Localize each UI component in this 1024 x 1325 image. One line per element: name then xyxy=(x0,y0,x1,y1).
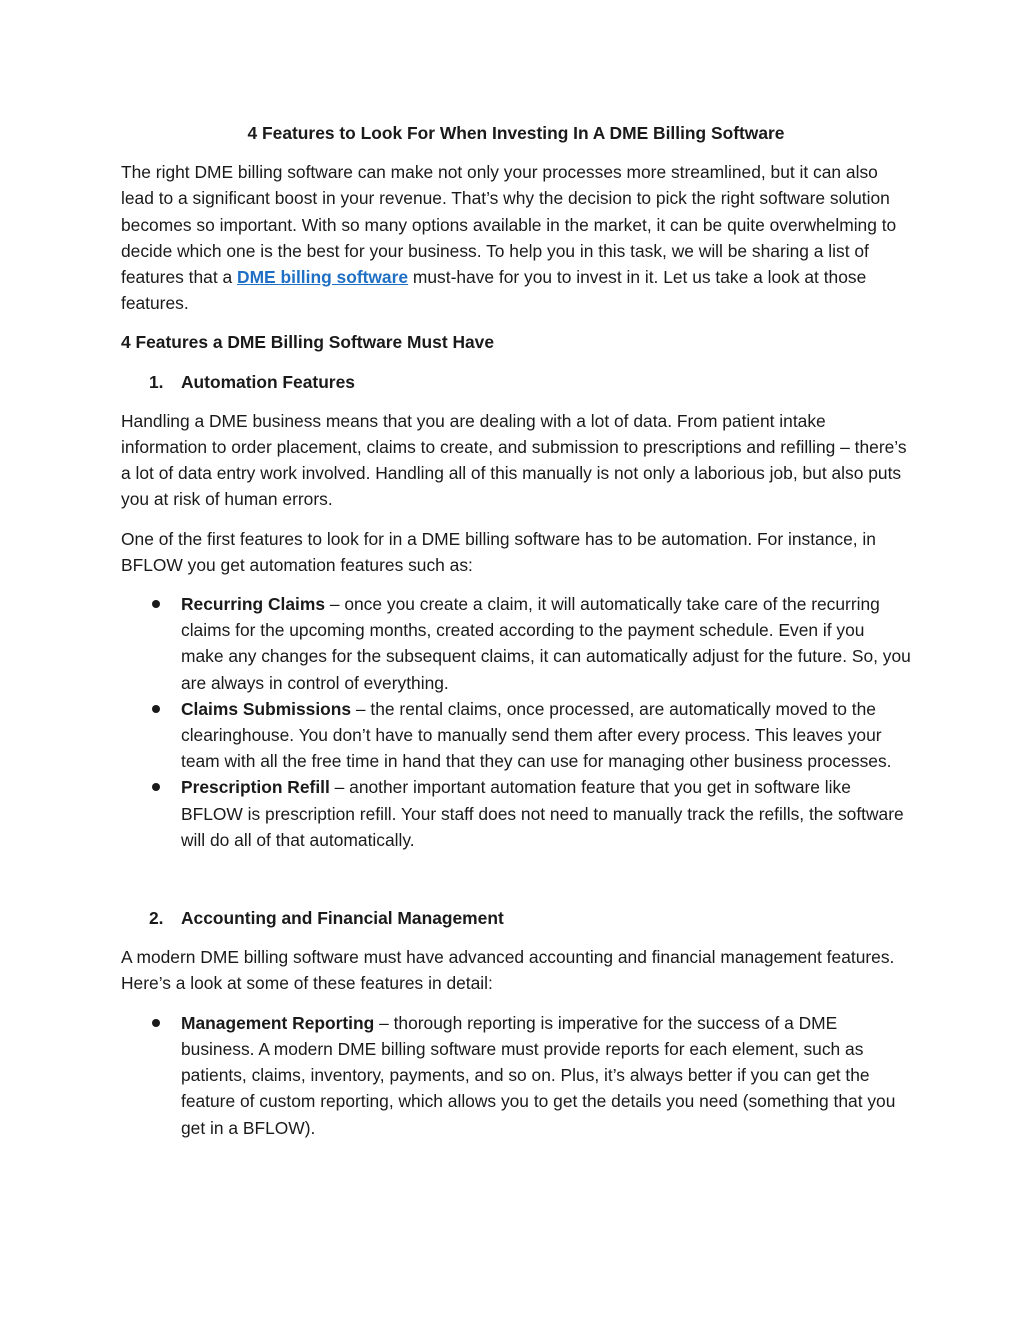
feature1-title: Automation Features xyxy=(181,371,355,392)
bullet-term: Claims Submissions xyxy=(181,698,352,719)
bullet-item-claims-submissions xyxy=(121,696,911,775)
intro-text-before-link: The right DME billing software can make not only your processes more streamlined, but it can also lead to a significant boost in your revenue. That’s why the decision to pick the right software solution becomes so important. With so many options available in the market, it can be quite overwhelming to decide which one is the best for your business. To help you in this task, we will be sharing a list of features that a xyxy=(121,162,897,288)
bullet-dot-icon xyxy=(121,696,181,775)
intro-text-after-link: must-have for you to invest in it. Let us take a look at those features. xyxy=(121,267,867,314)
feature2-bullet-list xyxy=(121,1010,911,1141)
intro-paragraph xyxy=(121,159,911,316)
feature2-heading xyxy=(149,905,911,931)
feature1-paragraph-2: One of the first features to look for in a DME billing software has to be automation. For instance, in BFLOW you get automation features such as: xyxy=(121,528,876,575)
bullet-term: Prescription Refill xyxy=(181,777,330,798)
bullet-text: – thorough reporting is imperative for the success of a DME business. A modern DME billing software must provide reports for each element, such as patients, claims, inventory, payments, and so on. Plus, it’s always better if you can get the feature of custom reporting, which allows you to get the details you need (something that you get in a BFLOW). xyxy=(181,1012,896,1138)
bullet-text: – the rental claims, once processed, are automatically moved to the clearinghouse. You don’t have to manually send them after every process. This leaves your team with all the free time in hand that they can use for managing other business processes. xyxy=(181,698,892,772)
document-content xyxy=(121,120,911,1154)
bullet-text: – once you create a claim, it will automatically take care of the recurring claims for the upcoming months, created according to the payment schedule. Even if you make any changes for the subsequent claims, it can automatically adjust for the future. So, you are always in control of everything. xyxy=(181,594,911,693)
bullet-item-recurring-claims xyxy=(121,591,911,696)
feature1-number: 1. xyxy=(149,371,164,392)
feature2-number: 2. xyxy=(149,908,164,929)
section-heading: 4 Features a DME Billing Software Must Have xyxy=(121,332,495,353)
blank-line xyxy=(121,866,911,905)
bullet-dot-icon xyxy=(121,1010,181,1141)
bullet-text: – another important automation feature that you get in software like BFLOW is prescription refill. Your staff does not need to manually track the refills, the software will do all of that automatically. xyxy=(181,777,904,850)
bullet-item-management-reporting xyxy=(121,1010,911,1141)
bullet-term: Recurring Claims xyxy=(181,594,325,615)
bullet-dot-icon xyxy=(121,774,181,853)
feature2-title: Accounting and Financial Management xyxy=(181,908,504,929)
dme-billing-software-link[interactable]: DME billing software xyxy=(237,267,409,288)
bullet-term: Management Reporting xyxy=(181,1012,375,1033)
feature1-bullet-list xyxy=(121,591,911,853)
bullet-dot-icon xyxy=(121,591,181,696)
feature2-paragraph-1: A modern DME billing software must have advanced accounting and financial management features. Here’s a look at some of these features in detail: xyxy=(121,947,895,994)
bullet-item-prescription-refill xyxy=(121,774,911,853)
feature1-paragraph-1: Handling a DME business means that you are dealing with a lot of data. From patient intake information to order placement, claims to create, and submission to prescriptions and refilling – there’s a lot of data entry work involved. Handling all of this manually is not only a laborious job, but also puts you at risk of human errors. xyxy=(121,410,907,510)
feature1-heading xyxy=(149,369,911,395)
document-title: 4 Features to Look For When Investing In A DME Billing Software xyxy=(247,123,785,143)
